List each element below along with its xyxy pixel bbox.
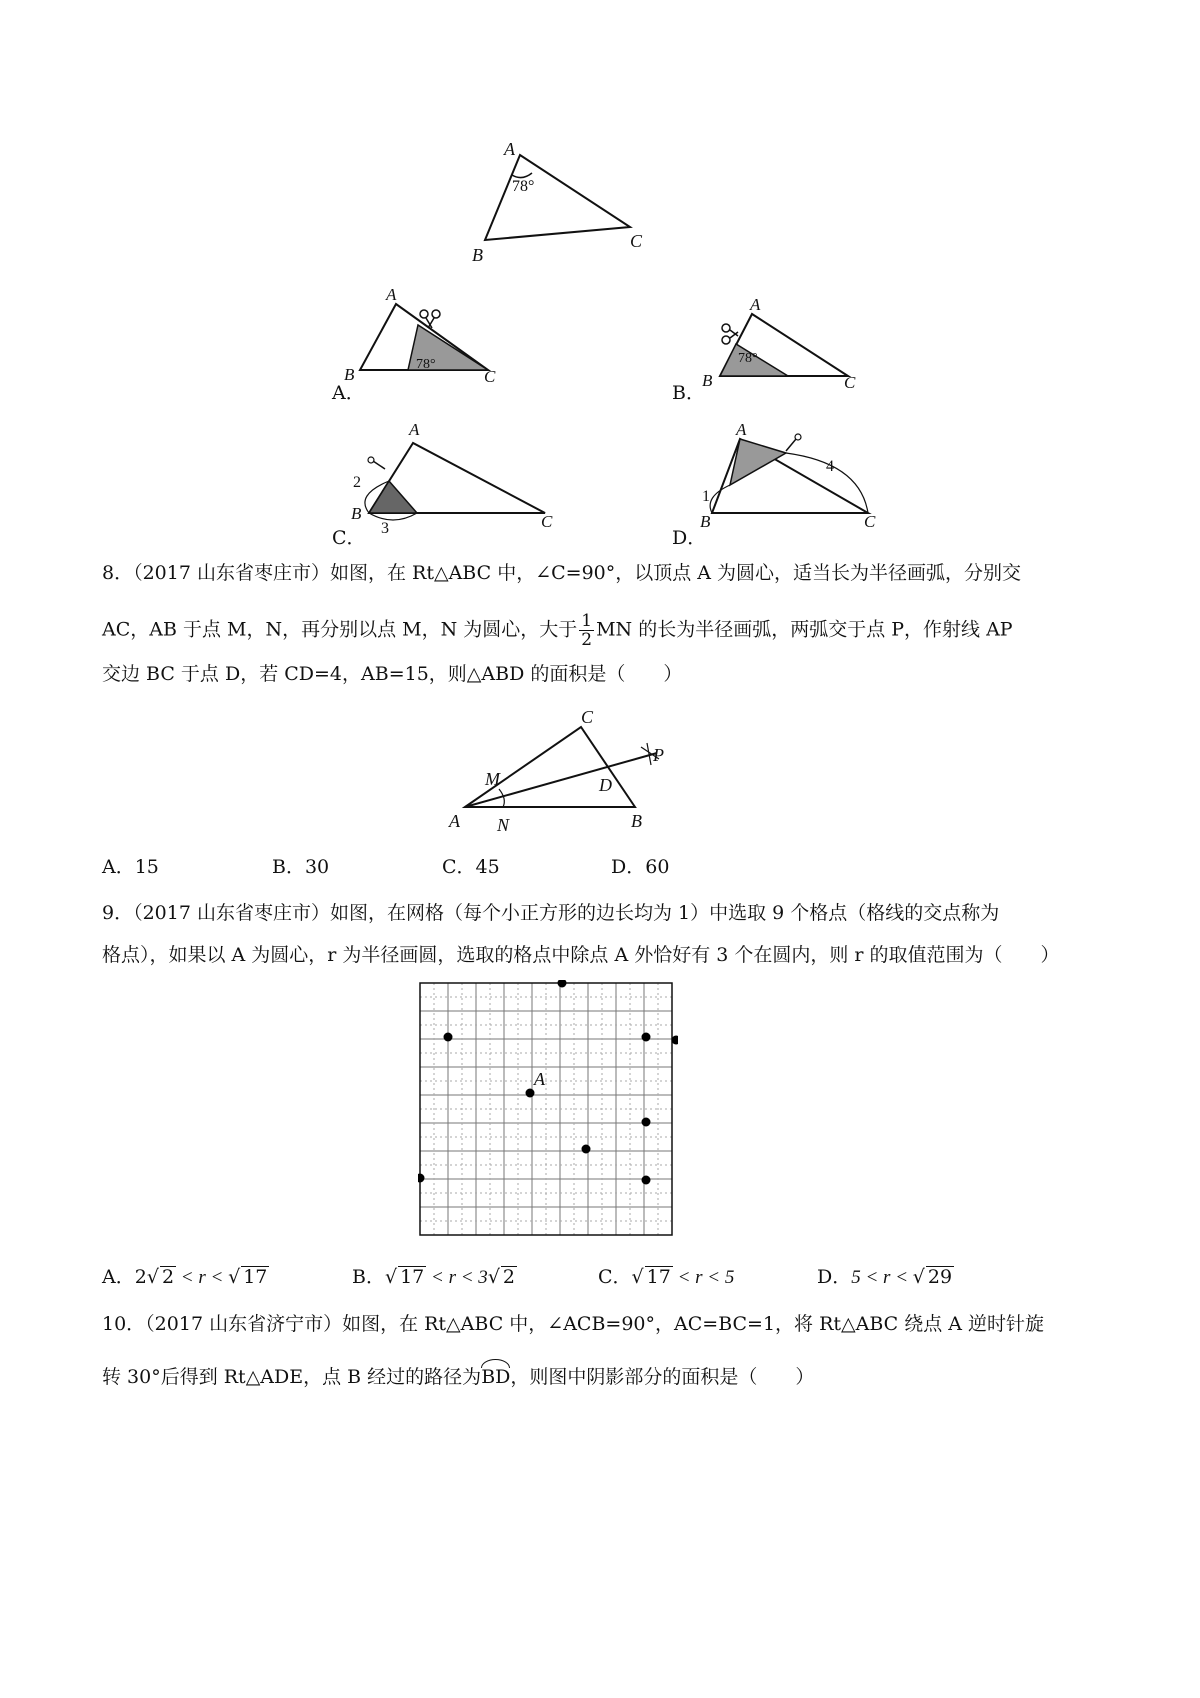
q9-label-a: A (534, 1069, 545, 1089)
q9-text-line1: 9．（2017 山东省枣庄市）如图，在网格（每个小正方形的边长均为 1）中选取 9 个格点（格线的交点称为 (102, 902, 1000, 924)
q7-main-angle: 78° (512, 178, 535, 195)
q7-option-d-figure[interactable] (700, 415, 890, 535)
grid-point (582, 1145, 591, 1154)
q8-option-b[interactable]: B．30 (272, 856, 330, 878)
q10-text-line2: 转 30°后得到 Rt△ADE，点 B 经过的路径为BD，则图中阴影部分的面积是（ ） (102, 1366, 815, 1388)
grid-point (642, 1118, 651, 1127)
q9-text-line2: 格点），如果以 A 为圆心，r 为半径画圆，选取的格点中除点 A 外恰好有 3 个在圆内，则 r 的取值范围为（ ） (102, 944, 1060, 966)
svg-text:C: C (864, 512, 876, 531)
q10-text-line1: 10．（2017 山东省济宁市）如图，在 Rt△ABC 中，∠ACB=90°，AC=BC=1，将 Rt△ABC 绕点 A 逆时针旋 (102, 1313, 1045, 1335)
scissors-icon (786, 434, 801, 451)
q7-option-a-figure[interactable] (340, 282, 510, 387)
q8-label-b: B (631, 811, 642, 831)
q8-figure (445, 705, 685, 835)
q8-text-line3: 交边 BC 于点 D，若 CD=4，AB=15，则△ABD 的面积是（ ） (102, 663, 683, 685)
q8-label-c: C (581, 707, 594, 727)
svg-text:4: 4 (826, 458, 834, 475)
q7-main-figure (460, 135, 660, 270)
svg-text:A: A (409, 420, 420, 439)
q8-label-a: A (449, 811, 460, 831)
q7-main-label-a: A (504, 139, 515, 159)
svg-text:B: B (351, 504, 362, 523)
scissors-icon (368, 457, 385, 469)
svg-text:C: C (844, 373, 856, 392)
q7-option-a-label[interactable]: A． (332, 382, 365, 404)
svg-text:1: 1 (702, 488, 710, 505)
svg-text:B: B (344, 365, 355, 384)
q8-option-c[interactable]: C．45 (442, 856, 500, 878)
q8-text-line2: AC，AB 于点 M，N，再分别以点 M，N 为圆心，大于 $\frac{1}{2}$ MN 的长为半径画弧，两弧交于点 P，作射线 AP (102, 611, 1013, 650)
q7-option-b-figure[interactable] (700, 288, 870, 393)
scissors-icon (420, 310, 440, 328)
grid-point (558, 980, 567, 988)
q8-label-m: M (485, 769, 500, 789)
grid-point (526, 1089, 535, 1098)
svg-text:A: A (750, 295, 761, 314)
grid-point (642, 1033, 651, 1042)
svg-text:A: A (736, 420, 747, 439)
q9-option-d[interactable]: D．5 < r < √ 29 (817, 1266, 953, 1288)
grid-point (444, 1033, 453, 1042)
grid-point (642, 1176, 651, 1185)
scissors-icon (722, 324, 738, 344)
q7-option-c-label[interactable]: C． (332, 527, 366, 549)
arc-bd: BD (481, 1366, 511, 1388)
svg-text:A: A (386, 285, 397, 304)
svg-text:B: B (700, 512, 711, 531)
svg-text:3: 3 (381, 520, 389, 535)
svg-text:B: B (702, 371, 713, 390)
q9-grid-figure (418, 980, 678, 1240)
svg-text:C: C (484, 367, 496, 386)
q7-option-c-figure[interactable] (345, 415, 565, 535)
q8-text-line1: 8．（2017 山东省枣庄市）如图，在 Rt△ABC 中，∠C=90°，以顶点 A 为圆心，适当长为半径画弧，分别交 (102, 562, 1022, 584)
q7-main-label-b: B (472, 245, 483, 265)
q7-option-b-label[interactable]: B． (672, 382, 705, 404)
svg-text:78°: 78° (416, 357, 436, 372)
q8-label-n: N (497, 815, 510, 835)
svg-text:78°: 78° (738, 351, 758, 366)
svg-text:C: C (541, 512, 553, 531)
svg-text:2: 2 (353, 474, 361, 491)
q8-label-p: P (653, 745, 664, 765)
q9-option-b[interactable]: B．√ 17 < r < 3√ 2 (352, 1266, 516, 1288)
q8-option-a[interactable]: A．15 (102, 856, 159, 878)
grid-point (418, 1174, 425, 1183)
q7-option-d-label[interactable]: D． (672, 527, 707, 549)
q9-option-c[interactable]: C．√ 17 < r < 5 (598, 1266, 735, 1288)
q7-main-label-c: C (630, 231, 643, 251)
q9-option-a[interactable]: A．2√ 2 < r < √ 17 (102, 1266, 268, 1288)
q8-label-d: D (599, 775, 612, 795)
q8-option-d[interactable]: D．60 (611, 856, 670, 878)
